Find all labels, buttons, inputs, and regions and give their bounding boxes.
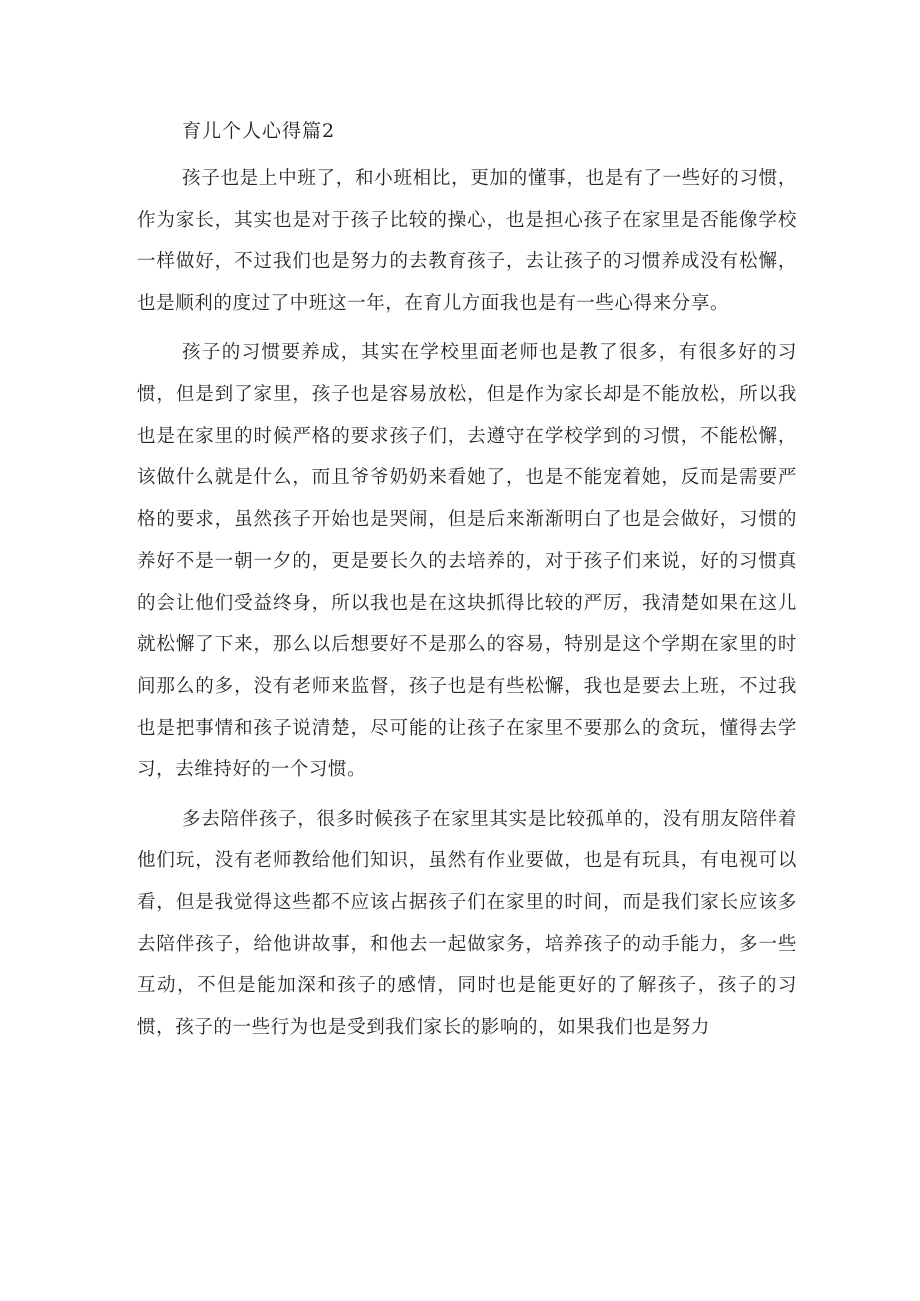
paragraph-3: 多去陪伴孩子，很多时候孩子在家里其实是比较孤单的，没有朋友陪伴着他们玩，没有老师教给他们知识，虽然有作业要做，也是有玩具，有电视可以看，但是我觉得这些都不应该占据孩子们在家里的时间，而是我们家长应该多去陪伴孩子，给他讲故事，和他去一起做家务，培养孩子的动手能力，多一些互动，不但是能加深和孩子的感情，同时也是能更好的了解孩子，孩子的习惯，孩子的一些行为也是受到我们家长的影响的，如果我们也是努力 [137,808,797,1039]
document-title: 育儿个人心得篇2 [182,120,336,142]
paragraph-1: 孩子也是上中班了，和小班相比，更加的懂事，也是有了一些好的习惯，作为家长，其实也是对于孩子比较的操心，也是担心孩子在家里是否能像学校一样做好，不过我们也是努力的去教育孩子，去让孩子的习惯养成没有松懈，也是顺利的度过了中班这一年，在育儿方面我也是有一些心得来分享。 [137,168,797,315]
paragraph-2: 孩子的习惯要养成，其实在学校里面老师也是教了很多，有很多好的习惯，但是到了家里，孩子也是容易放松，但是作为家长却是不能放松，所以我也是在家里的时候严格的要求孩子们，去遵守在学校学到的习惯，不能松懈，该做什么就是什么，而且爷爷奶奶来看她了，也是不能宠着她，反而是需要严格的要求，虽然孩子开始也是哭闹，但是后来渐渐明白了也是会做好，习惯的养好不是一朝一夕的，更是要长久的去培养的，对于孩子们来说，好的习惯真的会让他们受益终身，所以我也是在这块抓得比较的严厉，我清楚如果在这儿就松懈了下来，那么以后想要好不是那么的容易，特别是这个学期在家里的时间那么的多，没有老师来监督，孩子也是有些松懈，我也是要去上班，不过我也是把事情和孩子说清楚，尽可能的让孩子在家里不要那么的贪玩，懂得去学习，去维持好的一个习惯。 [137,342,797,781]
document-body [137,158,797,1056]
